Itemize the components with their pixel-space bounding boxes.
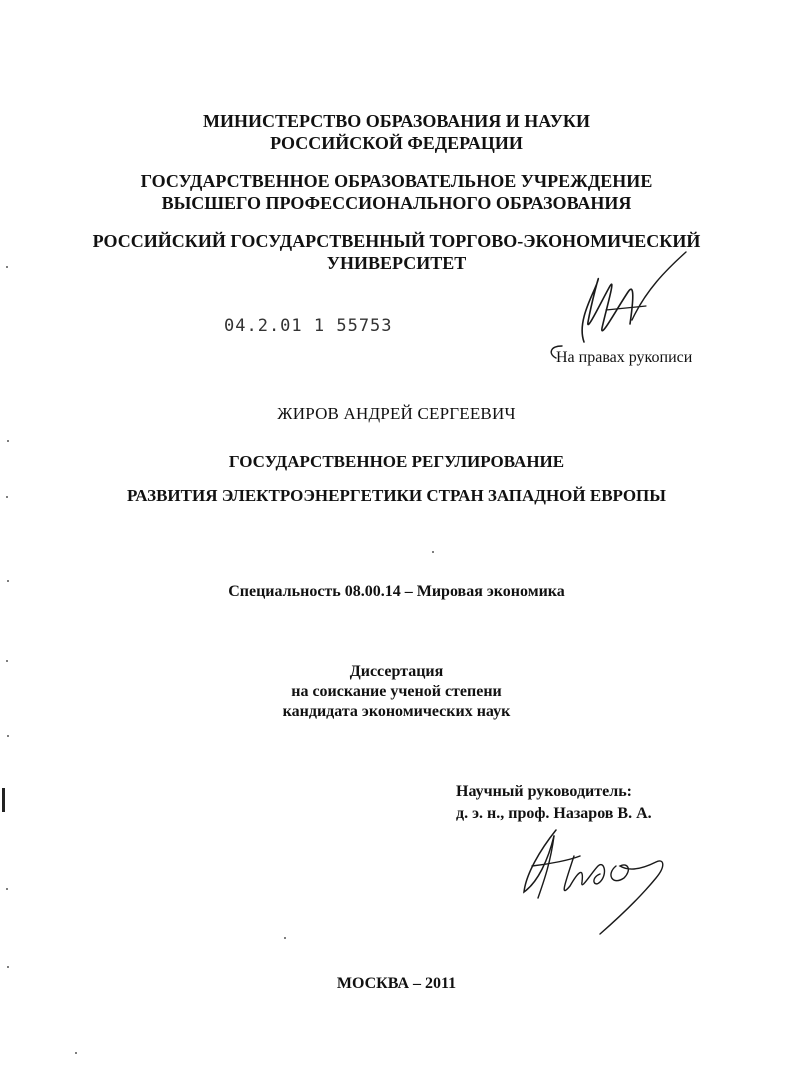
specialty: Специальность 08.00.14 – Мировая экономика (228, 583, 565, 600)
dissertation-line-1: Диссертация (349, 663, 444, 680)
dissertation-statement (0, 662, 793, 722)
supervisor-block (456, 781, 652, 825)
scan-speck (7, 440, 9, 442)
scan-speck (6, 660, 8, 662)
supervisor-name: д. э. н., проф. Назаров В. А. (456, 805, 652, 822)
scan-speck (284, 937, 286, 939)
manuscript-note: На правах рукописи (556, 349, 693, 366)
ministry-line-1: МИНИСТЕРСТВО ОБРАЗОВАНИЯ И НАУКИ (203, 111, 590, 131)
scan-speck (7, 580, 9, 582)
dissertation-line-2: на соискание ученой степени (291, 683, 502, 700)
scan-speck (6, 266, 8, 268)
scan-speck (432, 551, 434, 553)
supervisor-label: Научный руководитель: (456, 783, 632, 800)
scan-speck (75, 1052, 77, 1054)
ministry-line-2: РОССИЙСКОЙ ФЕДЕРАЦИИ (270, 133, 523, 153)
institution-heading (0, 170, 793, 214)
scan-speck (6, 888, 8, 890)
topic-line-2: РАЗВИТИЯ ЭЛЕКТРОЭНЕРГЕТИКИ СТРАН ЗАПАДНОЙ ЕВРОПЫ (127, 486, 666, 505)
dissertation-topic (0, 445, 793, 513)
dissertation-line-3: кандидата экономических наук (282, 703, 511, 720)
institution-line-2: ВЫСШЕГО ПРОФЕССИОНАЛЬНОГО ОБРАЗОВАНИЯ (161, 193, 632, 213)
scan-speck (7, 735, 9, 737)
author-signature (536, 250, 696, 370)
university-line-1: РОССИЙСКИЙ ГОСУДАРСТВЕННЫЙ ТОРГОВО-ЭКОНОМИЧЕСКИЙ (92, 231, 701, 251)
author-name: ЖИРОВ АНДРЕЙ СЕРГЕЕВИЧ (277, 404, 516, 423)
city-year: МОСКВА – 2011 (336, 975, 457, 992)
scan-edge-mark (2, 788, 5, 812)
institution-line-1: ГОСУДАРСТВЕННОЕ ОБРАЗОВАТЕЛЬНОЕ УЧРЕЖДЕНИЕ (140, 171, 653, 191)
scan-speck (7, 966, 9, 968)
ministry-heading (0, 110, 793, 154)
inventory-stamp: 04.2.01 1 55753 (224, 316, 393, 336)
supervisor-signature (520, 826, 680, 938)
university-line-2: УНИВЕРСИТЕТ (326, 253, 467, 273)
scan-speck (6, 496, 8, 498)
topic-line-1: ГОСУДАРСТВЕННОЕ РЕГУЛИРОВАНИЕ (228, 452, 565, 471)
